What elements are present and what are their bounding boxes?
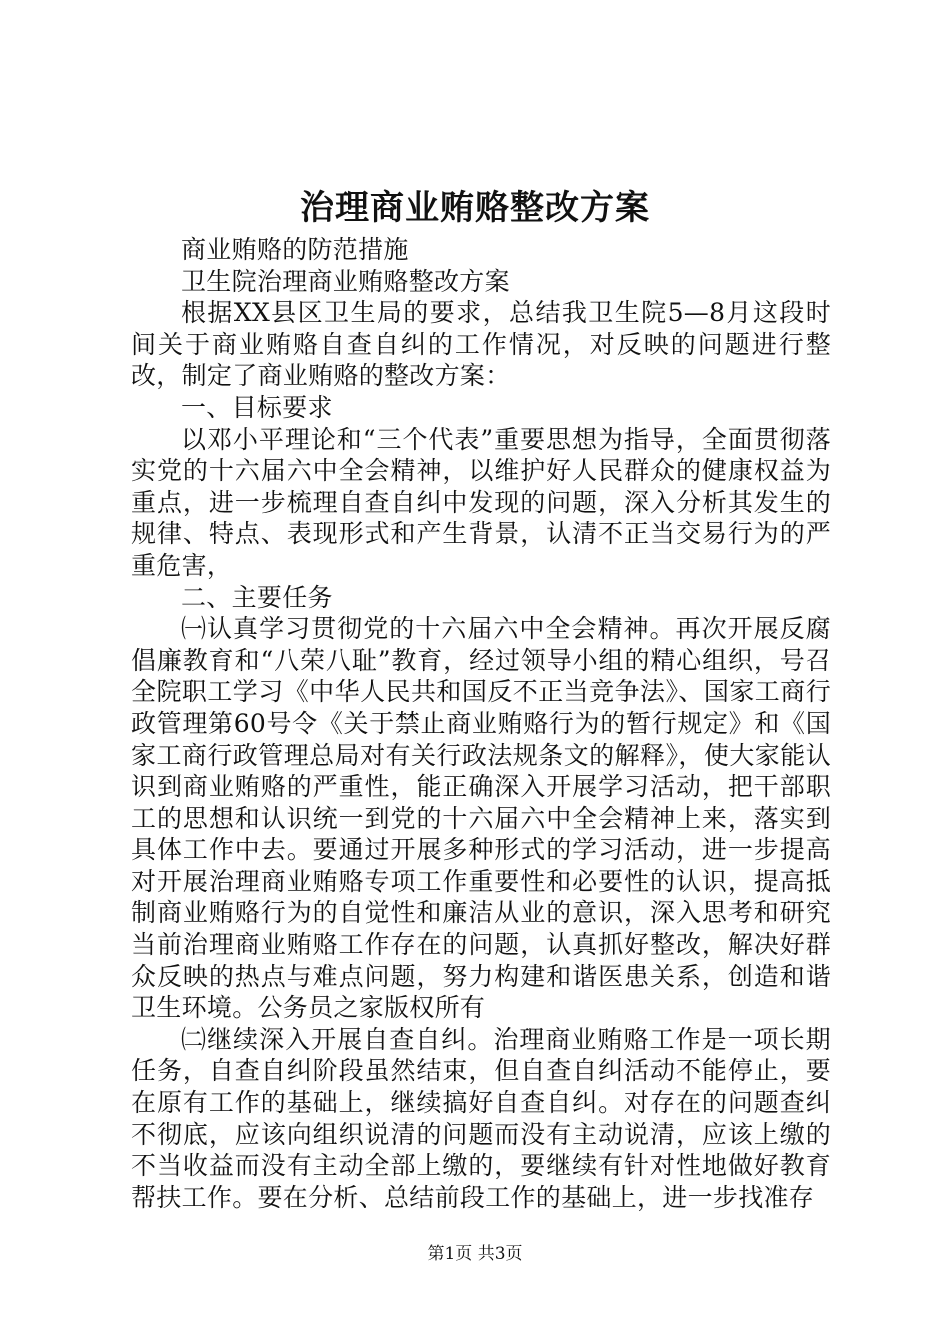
paragraph-task-1: ㈠认真学习贯彻党的十六届六中全会精神。再次开展反腐倡廉教育和“八荣八耻”教育，经过领导小组的精心组织，号召全院职工学习《中华人民共和国反不正当竞争法》、国家工商行政管理第60号令《关于禁止商业贿赂行为的暂行规定》和《国家工商行政管理总局对有关行政法规条文的解释》，使大家能认识到商业贿赂的严重性，能正确深入开展学习活动，把干部职工的思想和认识统一到党的十六届六中全会精神上来，落实到具体工作中去。要通过开展多种形式的学习活动，进一步提高对开展治理商业贿赂专项工作重要性和必要性的认识，提高抵制商业贿赂行为的自觉性和廉洁从业的意识，深入思考和研究当前治理商业贿赂工作存在的问题，认真抓好整改，解决好群众反映的热点与难点问题，努力构建和谐医患关系，创造和谐卫生环境。公务员之家版权所有 <box>131 614 831 1023</box>
paragraph-task-2: ㈡继续深入开展自查自纠。治理商业贿赂工作是一项长期任务，自查自纠阶段虽然结束，但自查自纠活动不能停止，要在原有工作的基础上，继续搞好自查自纠。对存在的问题查纠不彻底，应该向组织说清的问题而没有主动说清，应该上缴的不当收益而没有主动全部上缴的，要继续有针对性地做好教育帮扶工作。要在分析、总结前段工作的基础上，进一步找准存 <box>131 1024 831 1212</box>
paragraph-goals: 以邓小平理论和“三个代表”重要思想为指导，全面贯彻落实党的十六届六中全会精神，以维护好人民群众的健康权益为重点，进一步梳理自查自纠中发现的问题，深入分析其发生的规律、特点、表现形式和产生背景，认清不正当交易行为的严重危害， <box>131 424 831 580</box>
document-body <box>131 234 831 1213</box>
paragraph-subtitle-plan: 卫生院治理商业贿赂整改方案 <box>181 266 510 296</box>
section-heading-tasks: 二、主要任务 <box>181 582 333 612</box>
paragraph-intro: 根据XX县区卫生局的要求，总结我卫生院5—8月这段时间关于商业贿赂自查自纠的工作情况，对反映的问题进行整改，制定了商业贿赂的整改方案： <box>131 298 831 391</box>
document-title: 治理商业贿赂整改方案 <box>300 188 650 228</box>
page-footer: 第1页 共3页 <box>427 1244 523 1264</box>
paragraph-subtitle-measures: 商业贿赂的防范措施 <box>181 235 409 264</box>
section-heading-goals: 一、目标要求 <box>181 392 333 422</box>
